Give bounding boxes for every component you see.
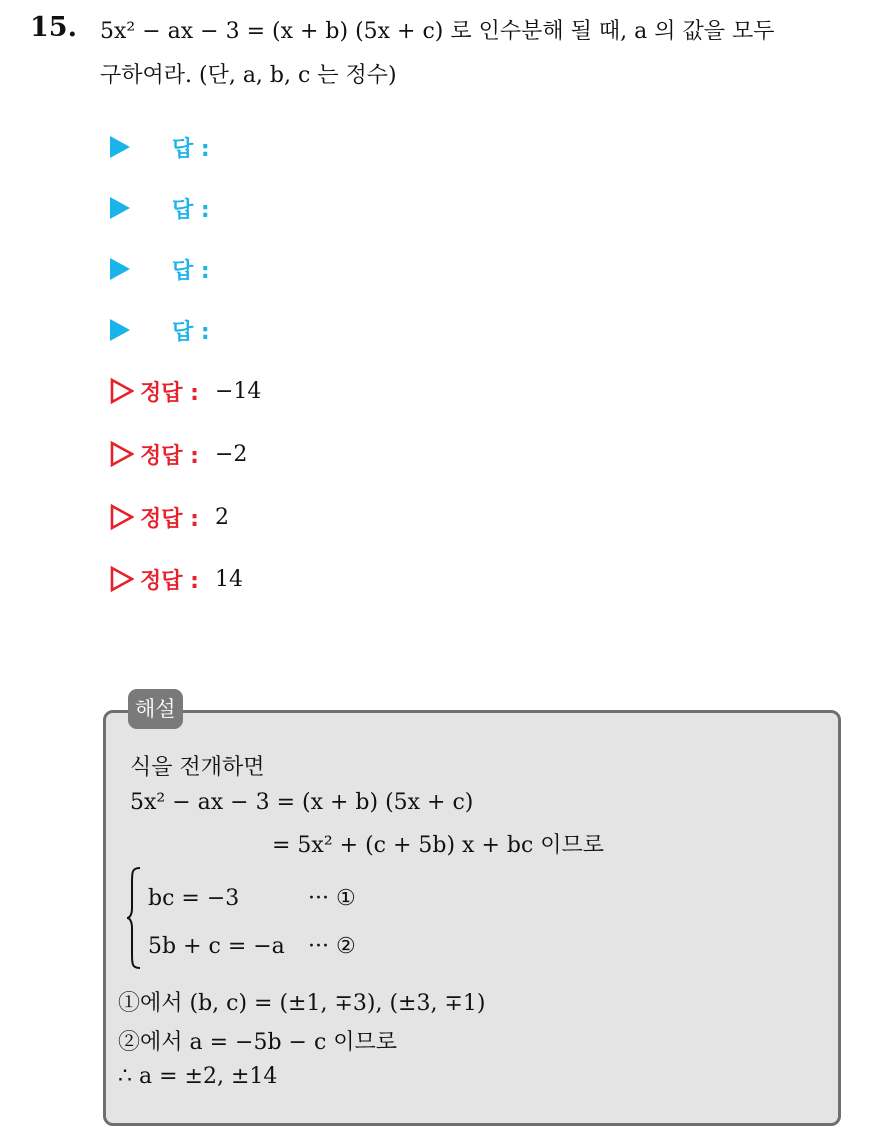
- answer-label: 답 :: [172, 258, 210, 284]
- explanation-line: 5x² − ax − 3 = (x + b) (5x + c): [130, 790, 474, 815]
- answer-label: 답 :: [172, 136, 210, 162]
- explanation-tag: 해설: [128, 689, 183, 729]
- outline-triangle-icon: [110, 378, 134, 404]
- play-triangle-icon: [110, 319, 130, 341]
- correct-answer-label: 정답 :: [140, 443, 199, 469]
- answer-row[interactable]: [110, 127, 210, 167]
- question-number: 15.: [30, 12, 77, 43]
- answer-row[interactable]: [110, 310, 210, 350]
- correct-answer-value: −14: [214, 378, 262, 404]
- explanation-line: ①에서 (b, c) = (±1, ∓3), (±3, ∓1): [118, 991, 486, 1016]
- explanation-line: = 5x² + (c + 5b) x + bc 이므로: [272, 833, 605, 858]
- correct-answer-value: −2: [214, 441, 248, 467]
- play-triangle-icon: [110, 258, 130, 280]
- system-equation: 5b + c = −a: [148, 934, 285, 959]
- answer-row[interactable]: [110, 249, 210, 289]
- answer-label: 답 :: [172, 319, 210, 345]
- outline-triangle-icon: [110, 441, 134, 467]
- question-text-line-1: 5x² − ax − 3 = (x + b) (5x + c) 로 인수분해 될 때, a 의 값을 모두: [100, 19, 775, 44]
- explanation-line: 식을 전개하면: [130, 755, 265, 780]
- explanation-line: ∴ a = ±2, ±14: [118, 1064, 278, 1089]
- answer-label: 답 :: [172, 197, 210, 223]
- outline-triangle-icon: [110, 566, 134, 592]
- system-equation-mark: ··· ②: [308, 934, 356, 959]
- correct-answer-value: 14: [214, 566, 243, 592]
- question-text-line-2: 구하여라. (단, a, b, c 는 정수): [100, 63, 397, 88]
- explanation-line: ②에서 a = −5b − c 이므로: [118, 1030, 398, 1055]
- system-equation: bc = −3: [148, 886, 240, 911]
- curly-brace-icon: [126, 866, 142, 970]
- correct-answer-row: [110, 371, 261, 411]
- correct-answer-label: 정답 :: [140, 506, 199, 532]
- correct-answer-value: 2: [214, 504, 229, 530]
- play-triangle-icon: [110, 136, 130, 158]
- correct-answer-row: [110, 497, 229, 537]
- correct-answer-row: [110, 434, 247, 474]
- correct-answer-label: 정답 :: [140, 568, 199, 594]
- play-triangle-icon: [110, 197, 130, 219]
- system-equation-mark: ··· ①: [308, 886, 356, 911]
- correct-answer-row: [110, 559, 243, 599]
- answer-row[interactable]: [110, 188, 210, 228]
- correct-answer-label: 정답 :: [140, 380, 199, 406]
- outline-triangle-icon: [110, 504, 134, 530]
